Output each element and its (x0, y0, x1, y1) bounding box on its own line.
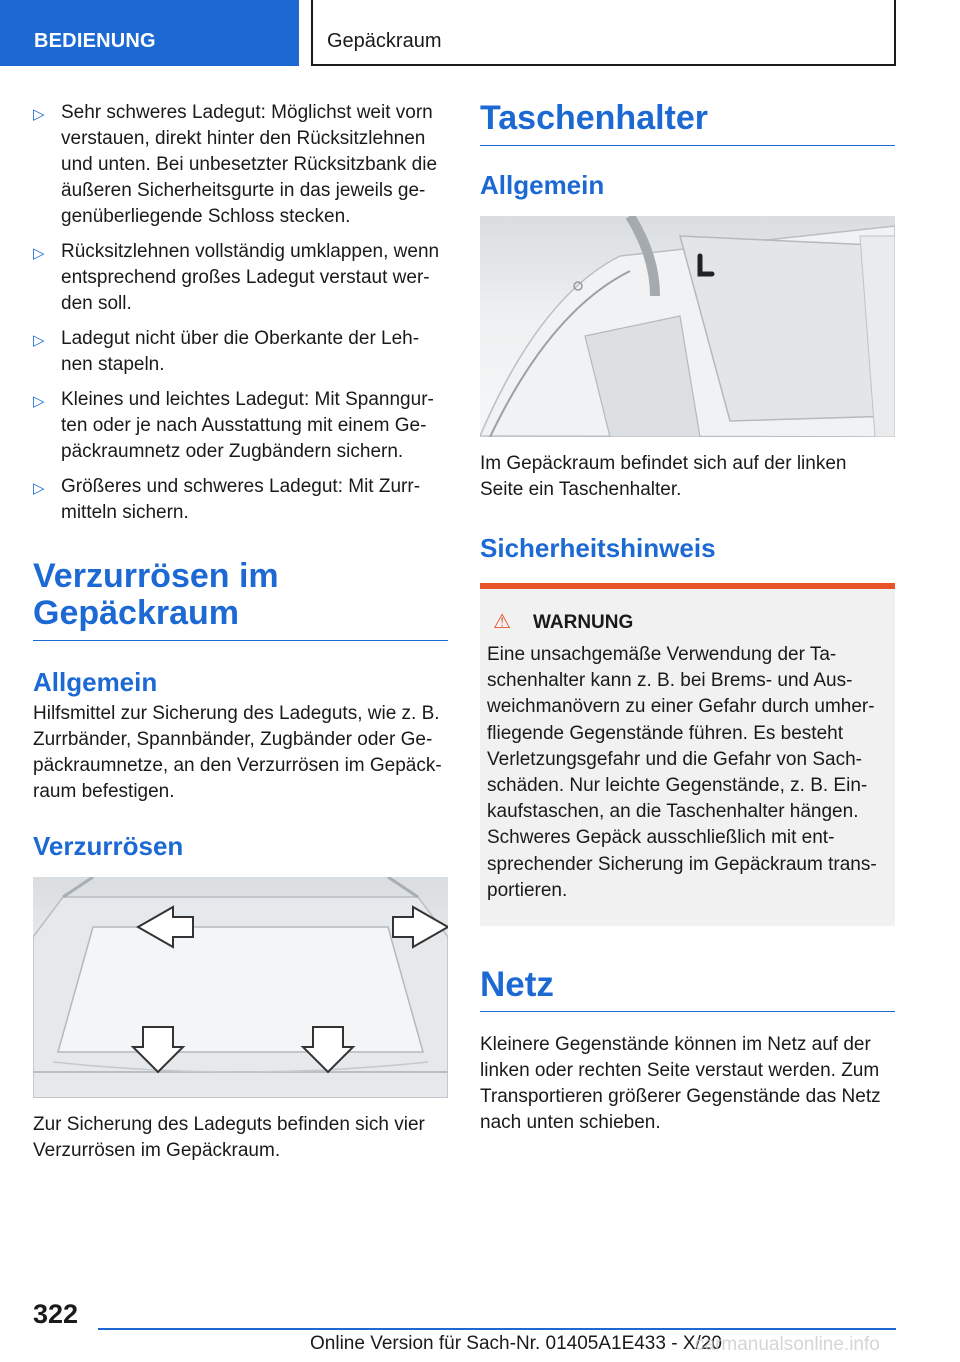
allgemein-paragraph: Hilfsmittel zur Sicherung des Ladeguts, wie z. B. Zurrbänder, Spannbänder, Zugbänder oder Ge-päckraumnetze, an den Verzurrösen im Gepäck-raum befestigen. (33, 703, 442, 802)
heading-allgemein: Allgemein (33, 667, 158, 697)
warning-title: ⚠ WARNUNG (493, 611, 634, 633)
warning-triangle-icon: ⚠ (493, 611, 511, 633)
trunk-floor-drawing (33, 877, 448, 1098)
triangle-right-icon: ▷ (33, 393, 45, 410)
footer-divider (98, 1328, 896, 1330)
list-item: ▷ Größeres und schweres Ladegut: Mit Zurr-mitteln sichern. (33, 476, 421, 523)
triangle-right-icon: ▷ (33, 480, 45, 497)
heading-allgemein: Allgemein (480, 170, 605, 200)
online-version-label: Online Version für Sach-Nr. 01405A1E433 - X/20 (310, 1333, 722, 1354)
heading-taschenhalter: Taschenhalter (480, 100, 895, 146)
figure-caption: Im Gepäckraum befindet sich auf der linken Seite ein Taschenhalter. (480, 453, 847, 500)
warning-text: Eine unsachgemäße Verwendung der Ta-schenhalter kann z. B. bei Brems- und Aus-weichmanövern zu einer Gefahr durch umher-fliegende Gegenstände führen. Es besteht Verletzungsgefahr und die Gefahr von Sach-schäden. Nur leichte Gegenstände, z. B. Ein-kaufstaschen, an die Taschenhalter hängen. Schweres Gepäck ausschließlich mit ent-sprechender Sicherung im Gepäckraum trans-portieren. (487, 644, 877, 901)
heading-verzurroesen: Verzurrösen (33, 831, 184, 861)
warning-box (480, 583, 895, 926)
heading-sicherheitshinweis: Sicherheitshinweis (480, 533, 716, 563)
section-title: BEDIENUNG (0, 0, 299, 66)
list-item: ▷ Kleines und leichtes Ladegut: Mit Spanngur-ten oder je nach Ausstattung mit einem Ge-päckraumnetz oder Zugbändern sichern. (33, 389, 434, 462)
figure-caption: Zur Sicherung des Ladeguts befinden sich vier Verzurrösen im Gepäckraum. (33, 1114, 425, 1161)
list-item: ▷ Ladegut nicht über die Oberkante der Leh-nen stapeln. (33, 328, 420, 375)
bullet-list (33, 100, 448, 526)
trunk-lashing-eyes-illustration (33, 877, 448, 1098)
heading-verzurroesen-gepaeckraum: Verzurrösen im Gepäckraum (33, 558, 448, 641)
bag-holder-illustration (480, 216, 895, 437)
netz-paragraph: Kleinere Gegenstände können im Netz auf der linken oder rechten Seite verstaut werden. Zum Transportieren größerer Gegenstände das Netz nach unten schieben. (480, 1034, 881, 1134)
triangle-right-icon: ▷ (33, 106, 45, 123)
triangle-right-icon: ▷ (33, 245, 45, 262)
triangle-right-icon: ▷ (33, 332, 45, 349)
page-number: 322 (33, 1299, 79, 1329)
list-item: ▷ Rücksitzlehnen vollständig umklappen, wenn entsprechend großes Ladegut verstaut wer-den soll. (33, 241, 440, 314)
chapter-title: Gepäckraum (311, 0, 896, 66)
left-column (33, 100, 448, 1164)
watermark-text: carmanualsonline.info (695, 1334, 880, 1355)
bag-holder-drawing (480, 216, 895, 437)
page-header (0, 0, 960, 66)
list-item: ▷ Sehr schweres Ladegut: Möglichst weit vorn verstauen, direkt hinter den Rücksitzlehnen und unten. Bei unbesetzter Rücksitzbank die äußeren Sicherheitsgurte in das jeweils ge-genüberliegende Schloss stecken. (33, 102, 438, 227)
right-column (480, 100, 895, 1136)
heading-netz: Netz (480, 966, 895, 1012)
